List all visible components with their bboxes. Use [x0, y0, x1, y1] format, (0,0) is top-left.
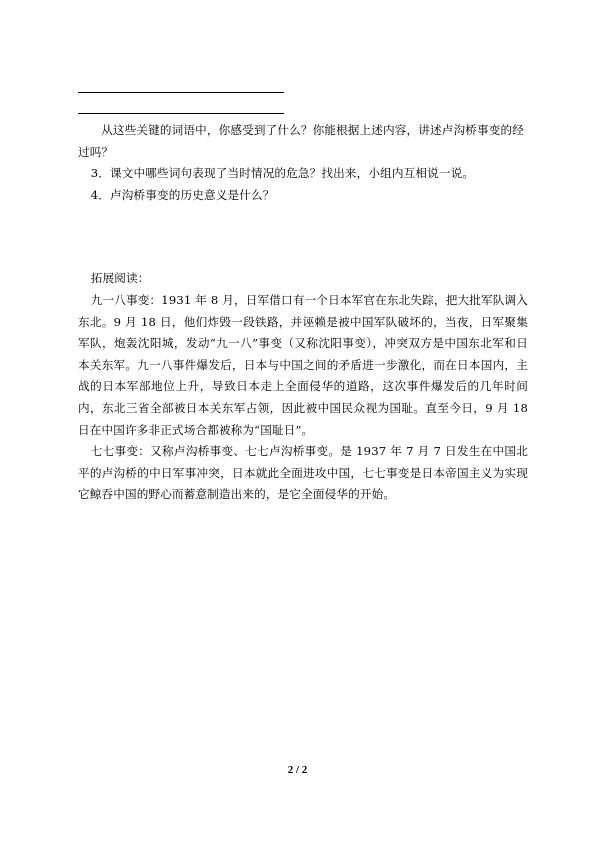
question-4: 4．卢沟桥事变的历史意义是什么？ — [90, 188, 275, 202]
question-3: 3．课文中哪些词句表现了当时情况的危急？找出来，小组内互相说一说。 — [90, 166, 475, 180]
page-number: 2 / 2 — [287, 764, 308, 776]
answer-line-2 — [78, 113, 284, 114]
answer-line-1 — [78, 92, 284, 93]
question-intro: 从这些关键的词语中，你感受到了什么？你能根据上述内容，讲述卢沟桥事变的经过吗？ — [78, 123, 524, 159]
paragraph-918-incident: 九一八事变：1931 年 8 月，日军借口有一个日本军官在东北失踪，把大批军队调入东北。9 月 18 日，他们炸毁一段铁路，并诬赖是被中国军队破坏的，当夜，日军聚集军队，炮轰沈阳城，发动“九一八”事变（又称沈阳事变），冲突双方是中国东北军和日本关东军。九一八事件爆发后，日本与中国之间的矛盾进一步激化，而在日本国内，主战的日本军部地位上升，导致日本走上全面侵华的道路，这次事件爆发后的几年时间内，东北三省全部被日本关东军占领，因此被中国民众视为国耻。直至今日，9 月 18 日在中国许多非正式场合都被称为“国耻日”。 — [78, 293, 528, 437]
section-heading: 拓展阅读： — [90, 271, 150, 285]
paragraph-77-incident: 七七事变：又称卢沟桥事变、七七卢沟桥事变。是 1937 年 7 月 7 日发生在中国北平的卢沟桥的中日军事冲突，日本就此全面进攻中国，七七事变是日本帝国主义为实现它鲸吞中国的野心而蓄意制造出来的，是它全面侵华的开始。 — [78, 444, 528, 502]
